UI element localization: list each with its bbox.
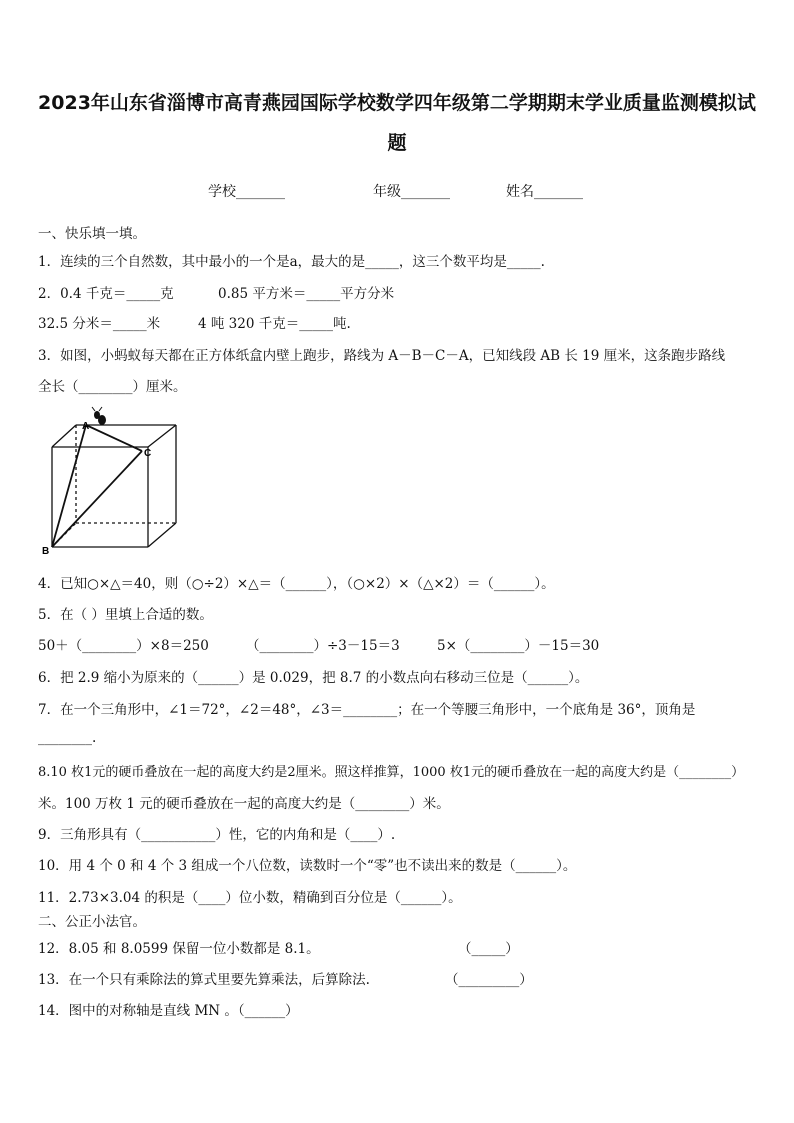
- question-3-line-2: 全长（________）厘米。: [38, 379, 187, 395]
- vertex-label-a: A: [82, 421, 90, 432]
- question-10: 10．用 4 个 0 和 4 个 3 组成一个八位数，读数时一个“零”也不读出来的数是（______）。: [38, 858, 577, 874]
- question-2-part-d: 4 吨 320 千克＝_____吨.: [198, 316, 351, 332]
- vertex-label-c: C: [144, 448, 152, 459]
- question-9: 9．三角形具有（___________）性，它的内角和是（____）.: [38, 827, 396, 843]
- section-heading-1: 一、快乐填一填。: [38, 226, 146, 242]
- school-field: 学校_______: [208, 184, 285, 200]
- page-title: 2023年山东省淄博市高青燕园国际学校数学四年级第二学期期末学业质量监测模拟试: [38, 92, 756, 114]
- question-6: 6．把 2.9 缩小为原来的（______）是 0.029，把 8.7 的小数点向右移动三位是（______）。: [38, 670, 589, 686]
- question-8-line-1: 8.10 枚1元的硬币叠放在一起的高度大约是2厘米。照这样推算，1000 枚1元的硬币叠放在一起的高度大约是（________）: [38, 765, 745, 780]
- page-title-continued: 题: [387, 132, 407, 154]
- question-2-part-a: 2．0.4 千克＝_____克: [38, 286, 174, 302]
- question-13-answer: （_________）: [445, 972, 533, 988]
- section-heading-2: 二、公正小法官。: [38, 914, 146, 930]
- question-5: 5．在（ ）里填上合适的数。: [38, 607, 213, 623]
- name-field: 姓名_______: [506, 184, 583, 200]
- question-2-part-b: 0.85 平方米＝_____平方分米: [218, 286, 395, 302]
- question-2-part-c: 32.5 分米＝_____米: [38, 316, 161, 332]
- vertex-label-b: B: [42, 546, 50, 555]
- question-14: 14．图中的对称轴是直线 MN 。（______）: [38, 1003, 299, 1019]
- cube-figure: [40, 405, 185, 555]
- question-4: 4．已知○×△＝40，则（○÷2）×△＝（______），（○×2）×（△×2）＝（______）。: [38, 576, 555, 592]
- question-3-line-1: 3．如图，小蚂蚁每天都在正方体纸盒内壁上跑步，路线为 A－B－C－A，已知线段 AB 长 19 厘米，这条跑步路线: [38, 348, 726, 364]
- question-5-part-a: 50＋（________）×8＝250: [38, 638, 209, 654]
- question-12: 12．8.05 和 8.0599 保留一位小数都是 8.1。: [38, 941, 320, 957]
- question-8-line-2: 米。100 万枚 1 元的硬币叠放在一起的高度大约是（________）米。: [38, 796, 450, 812]
- ant-icon: [92, 407, 106, 425]
- question-12-answer: （_____）: [458, 941, 519, 957]
- question-13: 13．在一个只有乘除法的算式里要先算乘法，后算除法.: [38, 972, 370, 988]
- grade-field: 年级_______: [373, 184, 450, 200]
- question-11: 11．2.73×3.04 的积是（____）位小数，精确到百分位是（______）。: [38, 890, 462, 906]
- question-5-part-c: 5×（________）－15＝30: [437, 638, 600, 654]
- question-5-part-b: （________）÷3－15＝3: [246, 638, 400, 654]
- question-7-line-1: 7．在一个三角形中，∠1＝72°，∠2＝48°，∠3＝________；在一个等腰三角形中，一个底角是 36°，顶角是: [38, 702, 696, 718]
- question-1: 1．连续的三个自然数，其中最小的一个是a，最大的是_____，这三个数平均是_____.: [38, 254, 545, 270]
- question-7-line-2: ________.: [38, 730, 97, 746]
